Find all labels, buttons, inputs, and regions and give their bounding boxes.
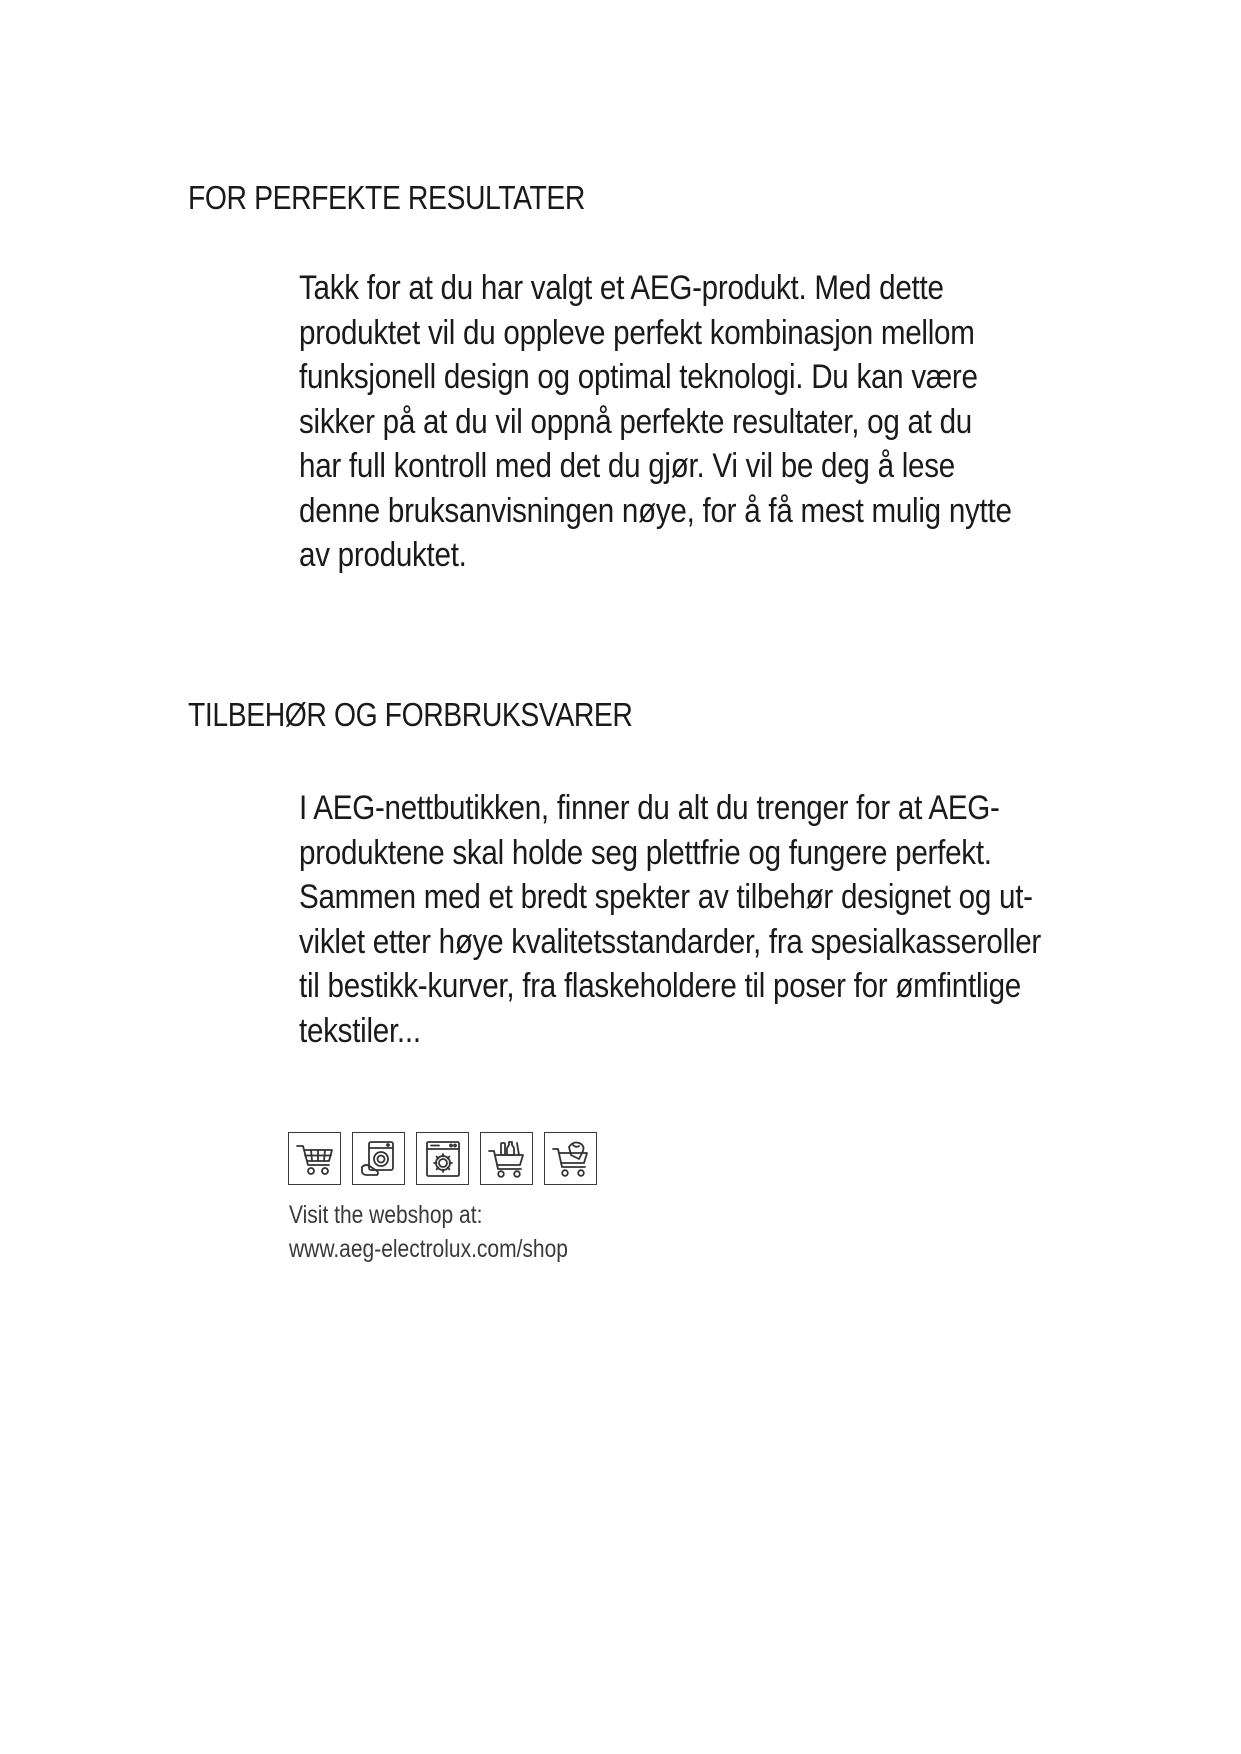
intro-paragraph xyxy=(299,266,1012,578)
paragraph-line: produktet vil du oppleve perfekt kombinasjon mellom xyxy=(299,313,975,352)
section-heading-perfect-results: FOR PERFEKTE RESULTATER xyxy=(188,179,585,216)
section-heading-accessories: TILBEHØR OG FORBRUKSVARER xyxy=(188,696,633,733)
paragraph-line: sikker på at du vil oppnå perfekte resultater, og at du xyxy=(299,402,972,441)
paragraph-line: av produktet. xyxy=(299,536,467,574)
paragraph-line: produktene skal holde seg plettfrie og fungere perfekt. xyxy=(299,833,992,872)
paragraph-line: denne bruksanvisningen nøye, for å få mest mulig nytte xyxy=(299,491,1012,530)
washing-machine-care-icon xyxy=(352,1132,405,1185)
webshop-label: Visit the webshop at: xyxy=(289,1201,483,1229)
paragraph-line: I AEG-nettbutikken, finner du alt du trenger for at AEG- xyxy=(299,789,1000,827)
paragraph-line: har full kontroll med det du gjør. Vi vil be deg å lese xyxy=(299,447,955,485)
paragraph-line: Sammen med et bredt spekter av tilbehør designet og ut- xyxy=(299,878,1033,916)
webshop-url[interactable]: www.aeg-electrolux.com/shop xyxy=(289,1235,568,1263)
paragraph-line: Takk for at du har valgt et AEG-produkt. Med dette xyxy=(299,269,944,307)
webshop-info xyxy=(289,1198,568,1266)
paragraph-line: tekstiler... xyxy=(299,1011,421,1050)
paragraph-line: til bestikk-kurver, fra flaskeholdere til poser for ømfintlige xyxy=(299,967,1021,1005)
appliance-settings-icon xyxy=(416,1132,469,1185)
cart-with-bag-icon xyxy=(544,1132,597,1185)
paragraph-line: funksjonell design og optimal teknologi. Du kan være xyxy=(299,358,978,396)
accessories-paragraph xyxy=(299,786,1041,1053)
shopping-cart-icon xyxy=(288,1132,341,1185)
webshop-icon-row xyxy=(288,1132,597,1188)
paragraph-line: viklet etter høye kvalitetsstandarder, fra spesialkasseroller xyxy=(299,922,1041,961)
cart-with-bottles-icon xyxy=(480,1132,533,1185)
